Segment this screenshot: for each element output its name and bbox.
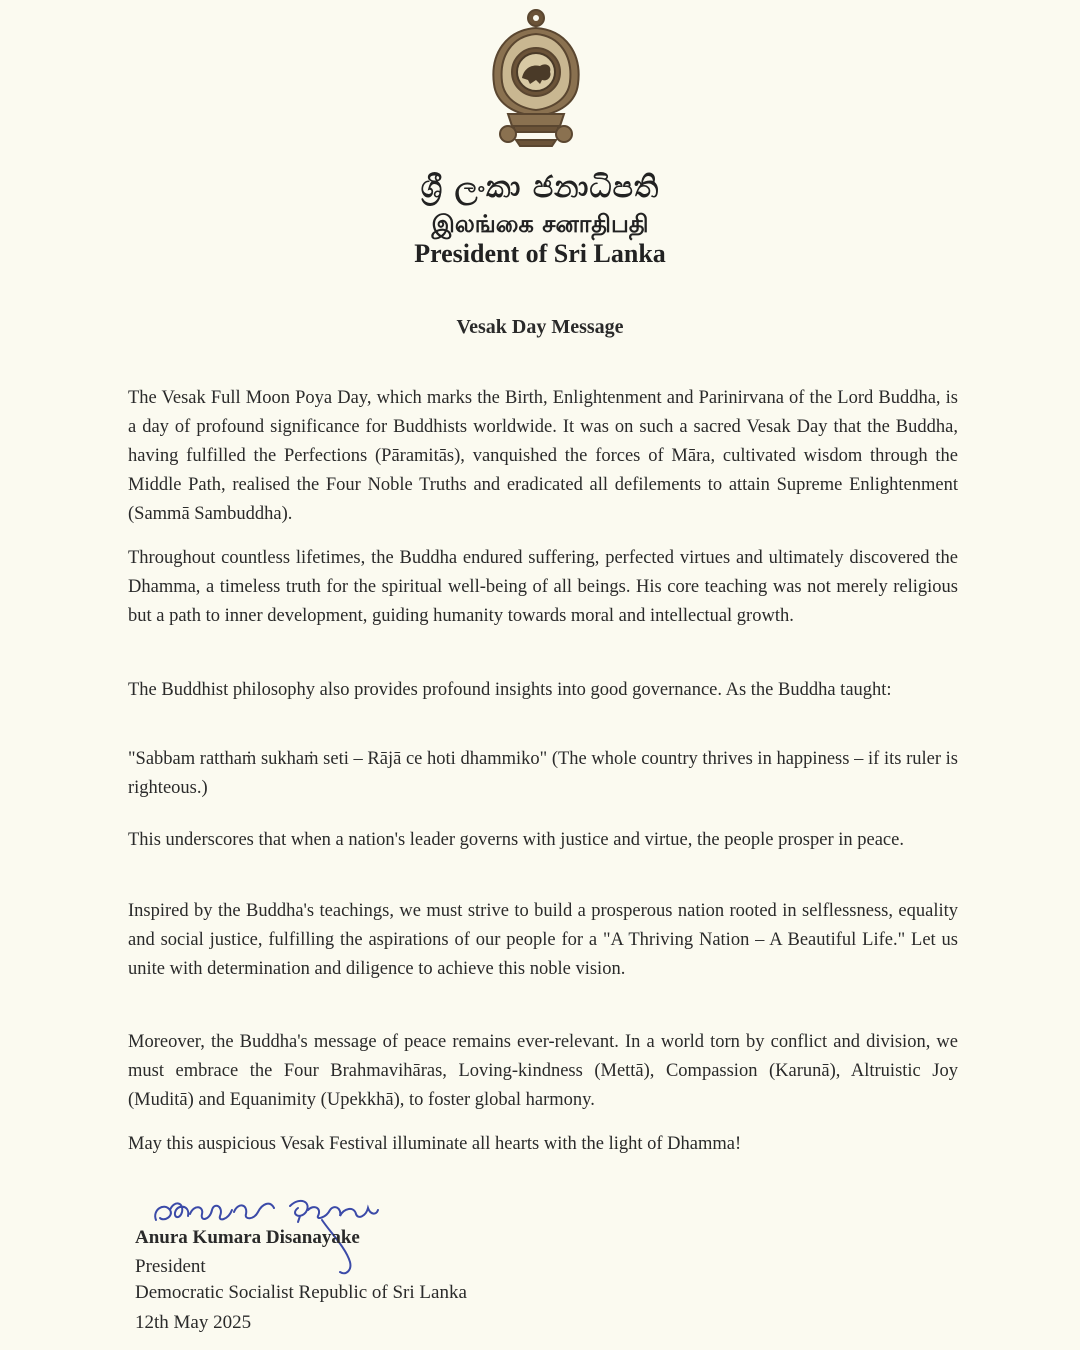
sri-lanka-emblem-icon xyxy=(486,6,586,148)
paragraph-1: The Vesak Full Moon Poya Day, which marks the Birth, Enlightenment and Parinirvana of the Lord Buddha, is a day of profound significance for Buddhists worldwide. It was on such a sacred Vesak Day that the Buddha, having fulfilled the Perfections (Pāramitās), vanquished the forces of Māra, cultivated wisdom through the Middle Path, realised the Four Noble Truths and eradicated all defilements to attain Supreme Enlightenment (Sammā Sambuddha). xyxy=(128,388,958,524)
paragraph-5: This underscores that when a nation's leader governs with justice and virtue, the people prosper in peace. xyxy=(128,830,904,850)
paragraph-2: Throughout countless lifetimes, the Buddha endured suffering, perfected virtues and ultimately discovered the Dhamma, a timeless truth for the spiritual well-being of all beings. His core teaching was not merely religious but a path to inner development, guiding humanity towards moral and intellectual growth. xyxy=(128,548,958,626)
letterhead-tamil: இலங்கை சனாதிபதி xyxy=(431,210,649,238)
paragraph-3: The Buddhist philosophy also provides profound insights into good governance. As the Buddha taught: xyxy=(128,680,892,700)
paragraph-6: Inspired by the Buddha's teachings, we must strive to build a prosperous nation rooted in selflessness, equality and social justice, fulfilling the aspirations of our people for a "A Thriving Nation – A Beautiful Life." Let us unite with determination and diligence to achieve this noble vision. xyxy=(128,901,958,979)
signatory-title: President xyxy=(135,1256,206,1277)
signatory-name: Anura Kumara Disanayake xyxy=(135,1227,360,1248)
letterhead-sinhala: ශ්‍රී ලංකා ජනාධිපති xyxy=(420,170,660,205)
paragraph-quote: "Sabbam ratthaṁ sukhaṁ seti – Rājā ce hoti dhammiko" (The whole country thrives in happiness – if its ruler is righteous.) xyxy=(128,749,958,798)
letterhead-english: President of Sri Lanka xyxy=(414,239,666,268)
letter-date: 12th May 2025 xyxy=(135,1312,252,1333)
signatory-organization: Democratic Socialist Republic of Sri Lanka xyxy=(135,1282,467,1303)
paragraph-closing: May this auspicious Vesak Festival illuminate all hearts with the light of Dhamma! xyxy=(128,1134,742,1154)
document-title: Vesak Day Message xyxy=(456,316,624,338)
paragraph-7: Moreover, the Buddha's message of peace remains ever-relevant. In a world torn by conflict and division, we must embrace the Four Brahmavihāras, Loving-kindness (Mettā), Compassion (Karunā), Altruistic Joy (Muditā) and Equanimity (Upekkhā), to foster global harmony. xyxy=(128,1032,958,1110)
